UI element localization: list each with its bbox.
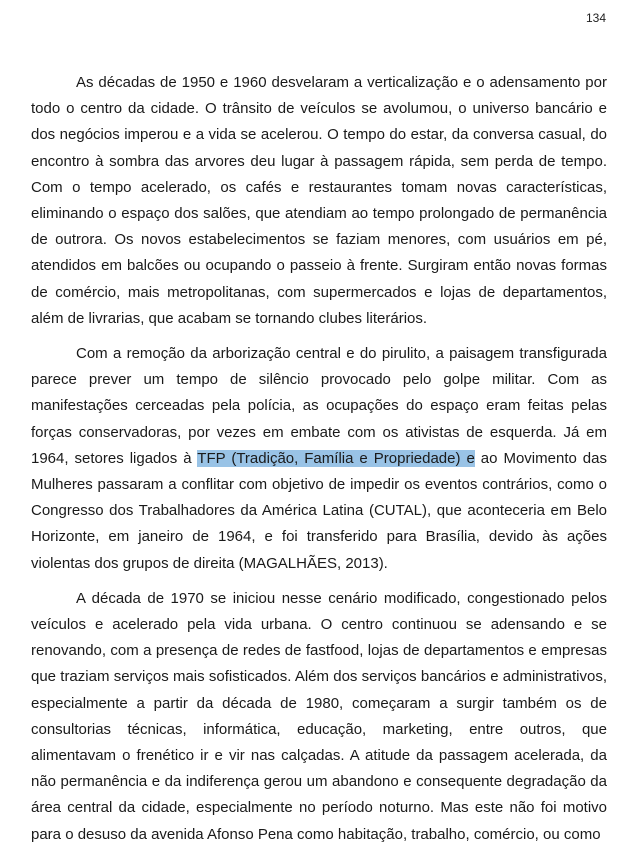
document-body	[31, 70, 607, 848]
paragraph-2-text-before: Com a remoção da arborização central e do pirulito, a paisagem transfigurada parece prever um tempo de silêncio provocado pelo golpe militar. Com as manifestações cerceadas pela polícia, as ocupações do espaço eram feitas pelas forças conservadoras, por vezes em embate com os ativistas de esquerda. Já em 1964, setores ligados à	[31, 345, 607, 467]
paragraph-2-text-after: ao Movimento das Mulheres passaram a conflitar com objetivo de impedir os eventos contrários, como o Congresso dos Trabalhadores da América Latina (CUTAL), que aconteceria em Belo Horizonte, em janeiro de 1964, e foi transferido para Brasília, devido às ações violentas dos grupos de direita (MAGALHÃES, 2013).	[31, 449, 607, 572]
paragraph-2[interactable]	[31, 341, 607, 577]
paragraph-3[interactable]: A década de 1970 se iniciou nesse cenário modificado, congestionado pelos veículos e acelerado pela vida urbana. O centro continuou se adensando e se renovando, com a presença de redes de fastfood, lojas de departamentos e empresas que traziam serviços mais sofisticados. Além dos serviços bancários e administrativos, especialmente a partir da década de 1980, começaram a surgir também os de consultorias técnicas, informática, educação, marketing, entre outros, que alimentavam o frenético ir e vir nas calçadas. A atitude da passagem acelerada, da não permanência e da indiferença gerou um abandono e consequente degradação da área central da cidade, especialmente no período noturno. Mas este não foi motivo para o desuso da avenida Afonso Pena como habitação, trabalho, comércio, ou como	[31, 589, 607, 843]
selected-text-highlight[interactable]: TFP (Tradição, Família e Propriedade) e	[197, 449, 475, 467]
paragraph-1[interactable]: As décadas de 1950 e 1960 desvelaram a verticalização e o adensamento por todo o centro da cidade. O trânsito de veículos se avolumou, o universo bancário e dos negócios imperou e a vida se acelerou. O tempo do estar, da conversa casual, do encontro à sombra das arvores deu lugar à passagem rápida, sem perda de tempo. Com o tempo acelerado, os cafés e restaurantes tomam novas características, eliminando o espaço dos salões, que atendiam ao tempo prolongado de permanência de outrora. Os novos estabelecimentos se faziam menores, com usuários em pé, atendidos em balcões ou ocupando o passeio à frente. Surgiram então novas formas de comércio, mais metropolitanas, com supermercados e lojas de departamentos, além de livrarias, que acabam se tornando clubes literários.	[31, 74, 607, 327]
page-number: 134	[585, 11, 606, 25]
